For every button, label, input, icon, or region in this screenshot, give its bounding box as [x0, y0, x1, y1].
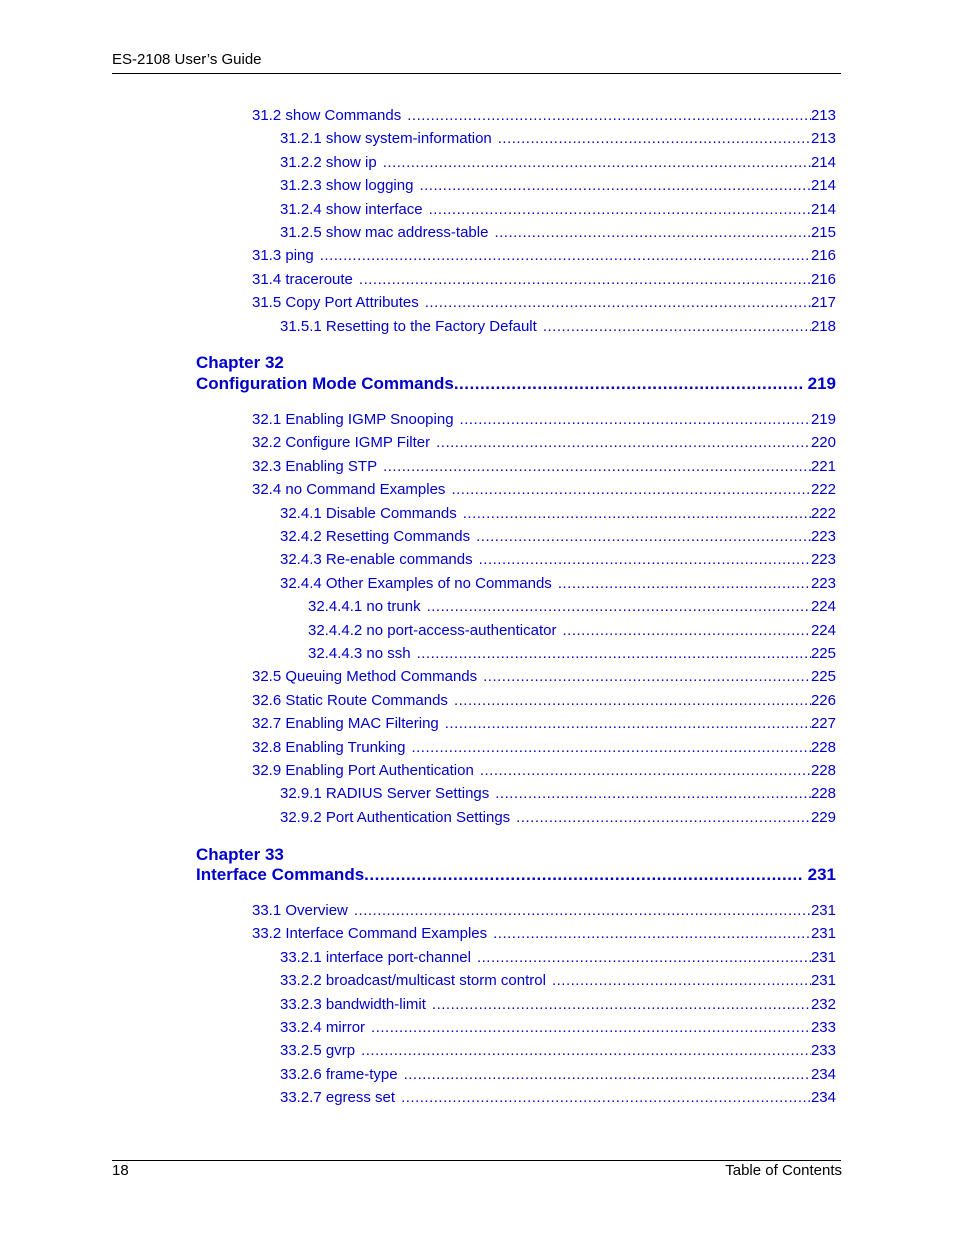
toc-entry-page: 234 — [810, 1065, 836, 1083]
toc-entry-page: 221 — [810, 457, 836, 475]
toc-entry-page: 213 — [810, 130, 836, 148]
toc-entry-page: 217 — [810, 294, 836, 312]
toc-entry-label: 32.4.3 Re-enable commands — [280, 551, 473, 569]
toc-entry[interactable] — [280, 130, 836, 148]
leader-dots — [429, 201, 811, 219]
footer-section-title: Table of Contents — [725, 1162, 842, 1179]
toc-entry-page: 223 — [810, 528, 836, 545]
leader-dots — [320, 247, 811, 265]
chapter-33-page: 231 — [807, 865, 836, 884]
toc-entry-page: 231 — [810, 948, 836, 966]
chapter-33-number[interactable]: Chapter 33 — [196, 845, 284, 864]
toc-entry-page: 215 — [810, 224, 836, 241]
leader-dots — [495, 785, 811, 803]
toc-entry[interactable] — [252, 411, 836, 429]
toc-entry-page: 228 — [810, 785, 836, 803]
toc-entry-label: 32.9 Enabling Port Authentication — [252, 762, 474, 779]
toc-entry[interactable] — [252, 762, 836, 780]
leader-dots — [361, 1042, 811, 1060]
toc-entry[interactable] — [280, 528, 836, 546]
toc-entry[interactable] — [280, 1019, 836, 1037]
leader-dots — [407, 107, 811, 125]
toc-entry-label: 32.4.2 Resetting Commands — [280, 528, 471, 545]
leader-dots — [383, 458, 811, 476]
toc-entry[interactable] — [280, 785, 836, 803]
chapter-32-number[interactable]: Chapter 32 — [196, 353, 284, 372]
leader-dots — [383, 154, 811, 172]
leader-dots — [543, 318, 811, 336]
toc-entry-label: 33.2.6 frame-type — [280, 1065, 398, 1083]
toc-entry-page: 228 — [810, 738, 836, 756]
toc-entry[interactable] — [308, 645, 836, 663]
toc-entry-label: 32.8 Enabling Trunking — [252, 738, 406, 756]
leader-dots — [476, 528, 811, 546]
toc-entry[interactable] — [280, 996, 836, 1014]
leader-dots — [404, 1066, 811, 1084]
toc-entry[interactable] — [280, 1089, 836, 1107]
leader-dots — [432, 996, 811, 1014]
toc-entry[interactable] — [280, 1042, 836, 1060]
leader-dots — [451, 481, 811, 499]
toc-entry[interactable] — [280, 224, 836, 242]
footer-rule — [112, 1160, 841, 1161]
leader-dots — [516, 809, 811, 827]
header-rule — [112, 73, 841, 74]
toc-entry[interactable] — [280, 972, 836, 990]
toc-entry-label: 33.2.3 bandwidth-limit — [280, 995, 426, 1013]
toc-entry-label: 31.2.4 show interface — [280, 200, 423, 218]
toc-entry[interactable] — [308, 622, 836, 640]
toc-entry[interactable] — [252, 715, 836, 733]
toc-entry-page: 216 — [810, 270, 836, 288]
leader-dots — [354, 902, 811, 920]
toc-entry-label: 31.3 ping — [252, 247, 314, 265]
toc-entry[interactable] — [252, 107, 836, 125]
leader-dots — [401, 1089, 811, 1107]
toc-entry-page: 234 — [810, 1089, 836, 1107]
leader-dots — [463, 505, 811, 523]
toc-entry-page: 229 — [810, 808, 836, 826]
toc-entry[interactable] — [252, 247, 836, 265]
toc-entry[interactable] — [252, 668, 836, 686]
leader-dots — [562, 622, 810, 640]
toc-entry-page: 231 — [810, 925, 836, 943]
chapter-33-title-link[interactable] — [196, 865, 836, 885]
toc-entry-label: 32.3 Enabling STP — [252, 457, 378, 475]
leader-dots — [417, 645, 811, 663]
leader-dots — [364, 865, 803, 885]
toc-entry-label: 32.4 no Command Examples — [252, 481, 446, 499]
leader-dots — [483, 668, 811, 686]
toc-entry[interactable] — [280, 809, 836, 827]
toc-entry-page: 225 — [810, 668, 836, 686]
leader-dots — [371, 1019, 811, 1037]
toc-entry-label: 33.2.7 egress set — [280, 1089, 396, 1107]
toc-entry-label: 32.5 Queuing Method Commands — [252, 668, 478, 686]
toc-entry-label: 33.2.2 broadcast/multicast storm control — [280, 972, 546, 990]
toc-entry-page: 214 — [810, 153, 836, 171]
toc-entry[interactable] — [280, 177, 836, 195]
toc-entry-page: 224 — [810, 598, 836, 616]
toc-entry-page: 219 — [810, 411, 836, 428]
toc-entry-label: 32.1 Enabling IGMP Snooping — [252, 411, 454, 428]
toc-entry-label: 32.4.1 Disable Commands — [280, 504, 457, 522]
leader-dots — [419, 177, 811, 195]
leader-dots — [498, 130, 811, 148]
leader-dots — [494, 224, 811, 242]
toc-entry-page: 213 — [810, 107, 836, 124]
page-number: 18 — [112, 1162, 129, 1179]
leader-dots — [454, 692, 811, 710]
chapter-32-page: 219 — [807, 374, 836, 393]
toc-entry-label: 33.2.4 mirror — [280, 1019, 366, 1036]
toc-entry[interactable] — [252, 925, 836, 943]
toc-entry-page: 225 — [810, 645, 836, 662]
toc-entry-label: 33.2 Interface Command Examples — [252, 925, 488, 943]
toc-entry-label: 32.4.4 Other Examples of no Commands — [280, 574, 552, 592]
toc-entry-label: 31.2.3 show logging — [280, 177, 414, 195]
toc-entry[interactable] — [280, 201, 836, 219]
toc-entry[interactable] — [252, 739, 836, 757]
toc-entry-label: 32.7 Enabling MAC Filtering — [252, 715, 439, 733]
leader-dots — [493, 925, 811, 943]
toc-entry-page: 227 — [810, 715, 836, 733]
leader-dots — [427, 598, 811, 616]
toc-entry-label: 31.4 traceroute — [252, 270, 353, 288]
toc-entry[interactable] — [252, 271, 836, 289]
toc-entry[interactable] — [252, 434, 836, 452]
toc-entry-page: 214 — [810, 177, 836, 195]
toc-entry-label: 32.4.4.1 no trunk — [308, 598, 421, 616]
leader-dots — [460, 411, 811, 429]
toc-entry[interactable] — [280, 949, 836, 967]
toc-entry-label: 32.4.4.3 no ssh — [308, 645, 411, 662]
leader-dots — [479, 551, 811, 569]
toc-entry-label: 31.2.5 show mac address-table — [280, 224, 489, 241]
leader-dots — [359, 271, 811, 289]
toc-entry[interactable] — [252, 458, 836, 476]
toc-entry[interactable] — [252, 294, 836, 312]
toc-entry-page: 233 — [810, 1042, 836, 1060]
leader-dots — [558, 575, 811, 593]
toc-entry-label: 33.1 Overview — [252, 902, 348, 919]
toc-entry-page: 223 — [810, 551, 836, 569]
toc-entry-label: 31.2.1 show system-information — [280, 130, 492, 148]
toc-entry-page: 220 — [810, 434, 836, 452]
chapter-33-title: Interface Commands — [196, 865, 365, 884]
toc-entry[interactable] — [252, 481, 836, 499]
toc-entry-page: 218 — [810, 317, 836, 335]
leader-dots — [425, 294, 811, 312]
toc-entry-page: 232 — [810, 995, 836, 1013]
toc-entry-label: 33.2.5 gvrp — [280, 1042, 356, 1060]
chapter-32-title-link[interactable] — [196, 374, 836, 394]
leader-dots — [445, 715, 811, 733]
leader-dots — [480, 762, 811, 780]
toc-entry[interactable] — [280, 154, 836, 172]
toc-entry-page: 223 — [810, 574, 836, 592]
leader-dots — [552, 972, 811, 990]
toc-entry-label: 32.2 Configure IGMP Filter — [252, 434, 431, 452]
toc-entry-page: 228 — [810, 762, 836, 779]
toc-entry-page: 222 — [810, 504, 836, 522]
toc-entry-page: 231 — [810, 972, 836, 990]
toc-entry-page: 233 — [810, 1019, 836, 1036]
leader-dots — [436, 434, 811, 452]
toc-entry-label: 31.5 Copy Port Attributes — [252, 294, 419, 312]
running-header: ES-2108 User’s Guide — [112, 51, 262, 68]
toc-entry-label: 31.2.2 show ip — [280, 153, 377, 171]
leader-dots — [411, 739, 811, 757]
toc-entry[interactable] — [280, 505, 836, 523]
toc-entry-label: 31.2 show Commands — [252, 107, 402, 124]
toc-entry-page: 214 — [810, 200, 836, 218]
toc-entry-page: 226 — [810, 691, 836, 709]
toc-entry[interactable] — [252, 902, 836, 920]
toc-entry-label: 33.2.1 interface port-channel — [280, 948, 471, 966]
toc-entry[interactable] — [280, 575, 836, 593]
leader-dots — [454, 374, 804, 394]
toc-entry[interactable] — [252, 692, 836, 710]
toc-entry-label: 31.5.1 Resetting to the Factory Default — [280, 317, 537, 335]
toc-entry-label: 32.6 Static Route Commands — [252, 691, 448, 709]
toc-entry[interactable] — [280, 1066, 836, 1084]
toc-entry-page: 231 — [810, 902, 836, 919]
toc-entry-label: 32.9.1 RADIUS Server Settings — [280, 785, 490, 803]
toc-entry-label: 32.4.4.2 no port-access-authenticator — [308, 621, 557, 639]
toc-entry-label: 32.9.2 Port Authentication Settings — [280, 808, 511, 826]
toc-entry-page: 224 — [810, 621, 836, 639]
toc-entry-page: 222 — [810, 481, 836, 499]
leader-dots — [477, 949, 811, 967]
toc-entry[interactable] — [308, 598, 836, 616]
chapter-32-title: Configuration Mode Commands — [196, 374, 454, 393]
toc-entry[interactable] — [280, 551, 836, 569]
toc-entry[interactable] — [280, 318, 836, 336]
toc-entry-page: 216 — [810, 247, 836, 265]
